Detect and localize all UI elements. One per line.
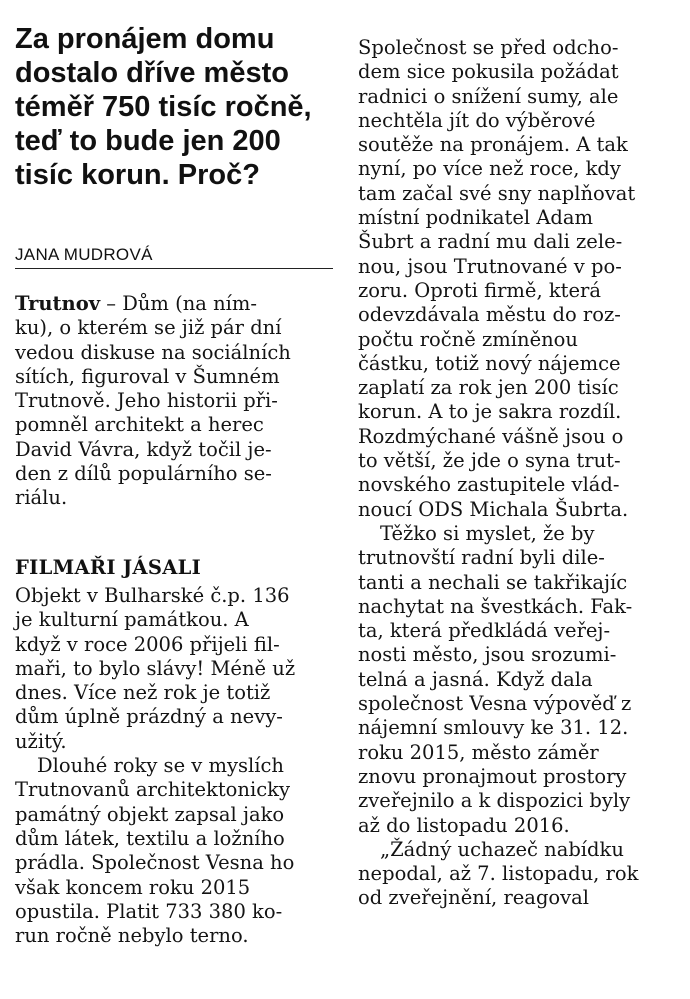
text-line: prádla. Společnost Vesna ho xyxy=(15,851,295,875)
text-line: nepodal, až 7. listopadu, rok xyxy=(358,862,639,886)
text-line: když v roce 2006 přijeli fil- xyxy=(15,632,280,656)
text-line: nájemní smlouvy ke 31. 12. xyxy=(358,716,629,740)
text-line: nosti město, jsou srozumi- xyxy=(358,643,617,667)
body-paragraphs-left xyxy=(15,584,295,948)
text-line: tam začal své sny naplňovat xyxy=(358,181,636,205)
text-line: odevzdávala městu do roz- xyxy=(358,303,621,327)
text-line: Společnost se před odcho- xyxy=(358,36,619,59)
text-line: ku), o kterém se již pár dní xyxy=(15,316,282,340)
text-line: nachytat na švestkách. Fak- xyxy=(358,594,633,618)
text-line: částku, totiž nový nájemce xyxy=(358,351,621,375)
text-line: zveřejnilo a k dispozici byly xyxy=(358,789,631,813)
text-line: nechtěla jít do výběrové xyxy=(358,108,596,132)
text-line: je kulturní památkou. A xyxy=(15,608,249,632)
text-line: dům úplně prázdný a nevy- xyxy=(15,705,283,729)
text-line: Objekt v Bulharské č.p. 136 xyxy=(15,584,290,607)
text-line: od zveřejnění, reagoval xyxy=(358,886,590,910)
subheading: FILMAŘI JÁSALI xyxy=(15,556,202,579)
text-line: pomněl architekt a herec xyxy=(15,413,264,437)
text-line: dům látek, textilu a ložního xyxy=(15,826,285,850)
text-line: den z dílů populárního se- xyxy=(15,462,272,486)
text-line: užitý. xyxy=(15,729,67,753)
text-line: tanti a nechali se takřikajíc xyxy=(358,570,628,594)
headline-line: teď to bude jen 200 xyxy=(15,125,281,157)
headline-line: Za pronájem domu xyxy=(15,23,275,55)
headline xyxy=(15,22,312,192)
text-line: Těžko si myslet, že by xyxy=(380,521,595,545)
text-line: Šubrt a radní mu dali zele- xyxy=(358,230,623,254)
text-line: soutěže na pronájem. A tak xyxy=(358,133,628,157)
text-line: run ročně nebylo terno. xyxy=(15,924,249,948)
headline-line: dostalo dříve město xyxy=(15,57,289,89)
text-line: maři, to bylo slávy! Méně už xyxy=(15,656,296,680)
text-line: radnici o snížení sumy, ale xyxy=(358,84,619,108)
text-line: Trutnovanů architektonicky xyxy=(15,778,290,802)
text-line: dnes. Více než rok je totiž xyxy=(15,681,271,705)
text-line xyxy=(15,292,291,316)
headline-line: tisíc korun. Proč? xyxy=(15,159,260,191)
text-line: nou, jsou Trutnované v po- xyxy=(358,254,622,278)
text-line: Rozdmýchané vášně jsou o xyxy=(358,424,624,448)
text-line: novského zastupitele vlád- xyxy=(358,473,620,497)
headline-line: téměř 750 tisíc ročně, xyxy=(15,91,312,123)
text-line: zoru. Oproti firmě, která xyxy=(358,278,601,302)
text-line: opustila. Platit 733 380 ko- xyxy=(15,899,283,923)
text-line: společnost Vesna výpověď z xyxy=(358,692,632,716)
text-line: místní podnikatel Adam xyxy=(358,206,593,230)
text-line: dem sice pokusila požádat xyxy=(358,60,619,84)
text-line: však koncem roku 2015 xyxy=(15,875,251,899)
text-line: až do listopadu 2016. xyxy=(358,813,570,837)
text-line: „Žádný uchazeč nabídku xyxy=(380,837,624,861)
text-line: počtu ročně zmíněnou xyxy=(358,327,578,351)
text-line: Dlouhé roky se v myslích xyxy=(37,754,284,778)
text-line: vedou diskuse na sociálních xyxy=(15,340,291,364)
text-line: znovu pronajmout prostory xyxy=(358,764,627,788)
text-line: riálu. xyxy=(15,486,68,510)
text-line: korun. A to je sakra rozdíl. xyxy=(358,400,622,424)
lead-paragraph xyxy=(15,292,291,511)
text-line: David Vávra, když točil je- xyxy=(15,437,272,461)
body-paragraphs-right xyxy=(358,36,638,911)
text-line: ta, která předkládá veřej- xyxy=(358,619,611,643)
text-line: Trutnově. Jeho historii při- xyxy=(15,389,278,413)
byline: JANA MUDROVÁ xyxy=(15,244,333,269)
text-line: památný objekt zapsal jako xyxy=(15,802,285,826)
text-line: nyní, po více než roce, kdy xyxy=(358,157,621,181)
text-fragment: – Dům (na ním- xyxy=(100,292,257,315)
text-line: to větší, že jde o syna trut- xyxy=(358,449,621,473)
dateline-place: Trutnov xyxy=(15,292,101,315)
text-line: sítích, figuroval v Šumném xyxy=(15,364,280,388)
text-line: zaplatí za rok jen 200 tisíc xyxy=(358,376,619,400)
text-line: roku 2015, město záměr xyxy=(358,740,599,764)
text-line: telná a jasná. Když dala xyxy=(358,667,593,691)
text-line: trutnovští radní byli dile- xyxy=(358,546,605,570)
text-line: noucí ODS Michala Šubrta. xyxy=(358,497,629,521)
